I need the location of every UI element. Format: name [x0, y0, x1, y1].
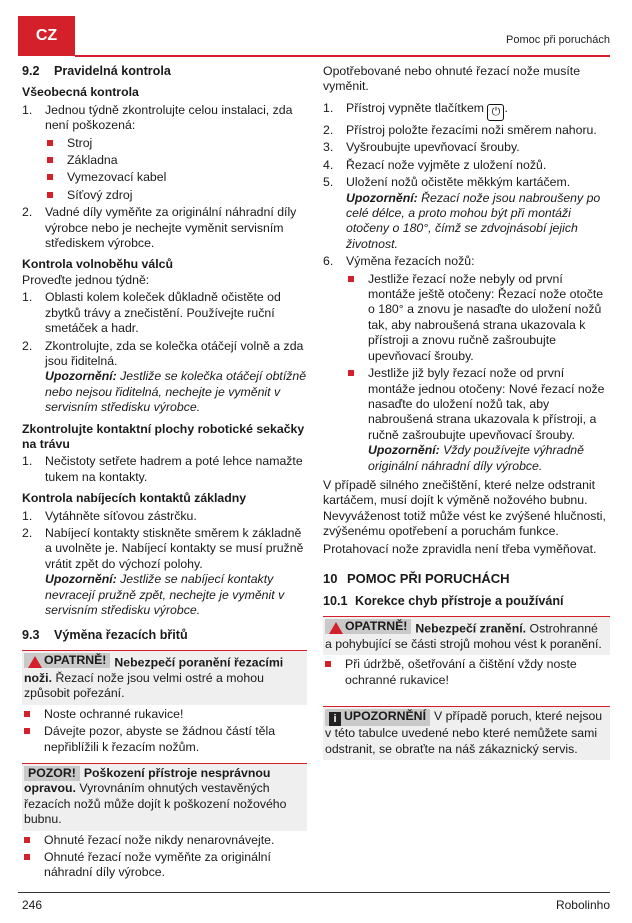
caution-text: Ostrohranné a pohybující se části strojů mohou vést k poranění. [325, 621, 602, 651]
caution-list [22, 707, 307, 755]
wheels-check-list [22, 290, 307, 415]
attention-headline: Poškození přístroje nesprávnou opravou. [24, 765, 271, 796]
caution-box-blades [22, 650, 307, 755]
wheels-note: Upozornění: Jestliže se kolečka otáčejí obtížně nebo nejsou řiditelná, nechejte je vyměnit v servisním středisku výrobce. [45, 369, 307, 415]
power-button-icon: ⏻ [487, 104, 504, 121]
section-title: Korekce chyb přístroje a používání [355, 594, 564, 609]
subheading-contact-check: Zkontrolujte kontaktní plochy robotické sekačky na trávu [22, 421, 305, 451]
header-rule [75, 55, 610, 57]
section-number: 10.1 [323, 594, 348, 609]
general-check-list [22, 103, 307, 252]
pull-knives-paragraph: Protahovací nože zpravidla není třeba vyměňovat. [323, 541, 597, 556]
left-column [22, 64, 307, 881]
caution-box-body [323, 617, 610, 656]
caution-headline: Nebezpečí zranění. [415, 621, 527, 636]
list-item: Základna [45, 153, 307, 168]
list-item: Vymezovací kabel [45, 170, 307, 185]
list-item: Síťový zdroj [45, 188, 307, 203]
subheading-general-check: Všeobecná kontrola [22, 85, 139, 100]
attention-tag: POZOR! [24, 766, 80, 781]
right-column [323, 64, 610, 760]
list-item: Ohnuté řezací nože vyměňte za originální náhradní díly výrobce. [22, 850, 307, 881]
caution-list [323, 657, 610, 688]
list-item: Stroj [45, 136, 307, 151]
drum-replacement-paragraph: V případě silného znečištění, které nelze odstranit kartáčem, musí dojít k výměně nožového bubnu. Nevyváženost totiž může vést ke zvýšené hlučnosti, zvýšenému opotřebení a poruchám funkce. [323, 477, 606, 539]
warning-triangle-icon [28, 656, 42, 668]
list-item: 1. Vytáhněte síťovou zástrčku. [22, 508, 197, 523]
base-note: Upozornění: Jestliže se nabíjecí kontakty nevracejí pružně zpět, nechejte je vyměnit v servisním středisku výrobce. [45, 572, 285, 617]
subheading-wheels-check: Kontrola volnoběhu válců [22, 257, 173, 272]
caution-tag: OPATRNĚ! [24, 653, 110, 668]
list-item: 4. Řezací nože vyjměte z uložení nožů. [323, 157, 547, 172]
step5-note: Upozornění: Řezací nože jsou nabroušeny po celé délce, a proto mohou být při montáži otočeny o 180°, čímž se zdvojnásobí jejich životnost. [346, 190, 601, 251]
blades-intro: Opotřebované nebo ohnuté řezací nože musíte vyměnit. [323, 64, 581, 94]
list-item: Dávejte pozor, abyste se žádnou částí těla nepřiblížili k řezacím nožům. [22, 724, 307, 755]
attention-box-repair [22, 763, 307, 881]
list-item: 1. Přístroj vypněte tlačítkem ⏻ . [323, 101, 610, 121]
chapter-title: POMOC PŘI PORUCHÁCH [347, 570, 510, 586]
footer-rule [18, 892, 610, 893]
section-number: 9.2 [22, 64, 40, 78]
brand-name: Robolinho [555, 898, 610, 912]
attention-box-body [22, 764, 307, 831]
attention-text: Vyrovnáním ohnutých vestavěných řezacích nožů může dojít k poškození nožového bubnu. [24, 781, 287, 827]
list-item: Noste ochranné rukavice! [22, 707, 307, 722]
caution-tag: OPATRNĚ! [325, 619, 411, 634]
caution-box-injury [323, 616, 610, 688]
warning-triangle-icon [329, 622, 343, 634]
list-item: 2. Vadné díly vyměňte za originální náhradní díly výrobce nebo je nechejte vyměnit servisním střediskem výrobce. [22, 205, 297, 251]
notice-box-body [323, 707, 610, 760]
component-list [45, 136, 307, 204]
notice-text: V případě poruch, které nejsou v této tabulce uvedené nebo které nemůžete sami odstranit, se obraťte na náš zákaznický servis. [325, 709, 603, 756]
list-item: 2. Přístroj položte řezacími noži směrem nahoru. [323, 123, 597, 138]
wheels-intro: Proveďte jednou týdně: [22, 272, 150, 287]
section-title: Výměna řezacích břitů [54, 628, 188, 643]
section-heading-9-3 [22, 628, 307, 643]
subheading-base-contacts: Kontrola nabíjecích kontaktů základny [22, 491, 247, 506]
page-number: 246 [22, 898, 43, 912]
section-heading-10-1 [323, 594, 610, 609]
header-section-title: Pomoc při poruchách [506, 34, 610, 46]
chapter-heading-10 [323, 571, 610, 586]
base-check-list [22, 509, 307, 619]
list-item: Jestliže již byly řezací nože od první montáže jednou otočeny: Nové řezací nože nasaďte do uložení nožů tak, aby nabroušená strana ukazovala k přístroji, a ručně zašroubujte upevňovací šrouby. Upozornění: Vždy používejte výhradně originální náhradní díly výrobce. [346, 366, 610, 474]
list-item: 3. Vyšroubujte upevňovací šrouby. [323, 140, 520, 155]
attention-list [22, 833, 307, 881]
section-title: Pravidelná kontrola [54, 64, 171, 78]
chapter-number: 10 [323, 570, 338, 586]
list-item: Při údržbě, ošetřování a čištění vždy noste ochranné rukavice! [323, 657, 610, 688]
step6-note: Upozornění: Vždy používejte výhradně originální náhradní díly výrobce. [368, 443, 584, 473]
caution-headline: Nebezpečí poranění řezacími noži. [24, 655, 284, 685]
list-item: 1. Nečistoty setřete hadrem a poté lehce namažte tukem na kontakty. [22, 454, 303, 484]
caution-text: Řezací nože jsou velmi ostré a mohou způsobit pořezání. [24, 670, 264, 701]
notice-tag: i UPOZORNĚNÍ [325, 709, 430, 726]
blade-replacement-steps [323, 101, 610, 474]
language-badge: CZ [18, 16, 75, 56]
section-number: 9.3 [22, 628, 40, 643]
step6-list [346, 272, 610, 474]
info-icon: i [329, 712, 341, 726]
list-item: 2. Zkontrolujte, zda se kolečka otáčejí volně a zda jsou řiditelná. Upozornění: Jestliže se kolečka otáčejí obtížně nebo nejsou řiditelná, nechejte je vyměnit v servisním středisku výrobce. [22, 338, 307, 415]
caution-box-body [22, 651, 307, 705]
list-item: 2. Nabíjecí kontakty stiskněte směrem k základně a uvolněte je. Nabíjecí kontakty se musí pružně vrátit zpět do výchozí polohy. Upozornění: Jestliže se nabíjecí kontakty nevracejí pružně zpět, nechejte je vyměnit v servisním středisku výrobce. [22, 526, 307, 618]
list-item: 1. Oblasti kolem koleček důkladně očistěte od zbytků trávy a znečistění. Používejte ruční smetáček a hadr. [22, 290, 281, 336]
contact-check-list [22, 454, 307, 485]
list-item: 5. Uložení nožů očistěte měkkým kartáčem. Upozornění: Řezací nože jsou nabroušeny po celé délce, a proto mohou být při montáži otočeny o 180°, čímž se zdvojnásobí jejich životnost. [323, 175, 610, 252]
list-item: 6. Výměna řezacích nožů: Jestliže řezací nože nebyly od první montáže ještě otočeny: Řezací nože otočte o 180° a znovu je nasaďte do uložení nožů tak, aby nabroušená strana ukazovala k přístroji a znovu ručně zašroubujte upevňovací šrouby. Jestliže již byly řezací nože od první montáže jednou otočeny: Nové řezací nože nasaďte do uložení nožů tak, aby nabroušená strana ukazovala k přístroji, a ručně zašroubujte upevňovací šrouby. Upozornění: Vždy používejte výhradně originální náhradní díly výrobce. [323, 254, 610, 474]
notice-box [323, 706, 610, 760]
list-item: 1. Jednou týdně zkontrolujte celou instalaci, zda není poškozená: Stroj Základna Vymezovací kabel Síťový zdroj [22, 103, 307, 203]
list-item: Ohnuté řezací nože nikdy nenarovnávejte. [22, 833, 307, 848]
section-heading-9-2 [22, 64, 307, 79]
list-item: Jestliže řezací nože nebyly od první montáže ještě otočeny: Řezací nože otočte o 180° a znovu je nasaďte do uložení nožů tak, aby nabroušená strana ukazovala k přístroji a znovu ručně zašroubujte upevňovací šrouby. [346, 272, 610, 364]
